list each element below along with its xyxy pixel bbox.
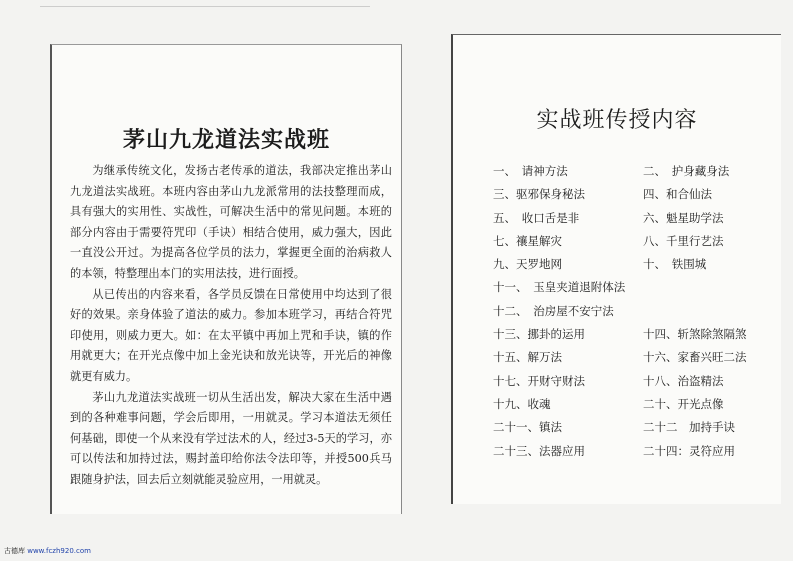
contents-item: 九、天罗地网 bbox=[493, 257, 562, 272]
paragraph-2: 从已传出的内容来看，各学员反馈在日常使用中均达到了很好的效果。亲身体验了道法的威力。参加本班学习，再结合符咒印使用，则威力更大。如：在太平镇中再加上咒和手诀，镇的作用就更大；在开光点像中加上金光诀和放光诀等，开光后的神像就更有威力。 bbox=[70, 287, 392, 383]
contents-item: 一、 请神方法 bbox=[493, 164, 568, 178]
contents-row bbox=[493, 163, 773, 186]
contents-item: 五、 收口舌是非 bbox=[493, 210, 580, 225]
contents-row bbox=[493, 443, 773, 466]
footer-site-name: 古德库 bbox=[4, 547, 25, 555]
contents-row bbox=[493, 256, 773, 279]
contents-list bbox=[493, 163, 773, 466]
contents-row bbox=[493, 326, 773, 349]
contents-item: 十六、家畜兴旺二法 bbox=[643, 350, 747, 365]
contents-item: 十九、收魂 bbox=[493, 396, 551, 411]
footer-url: www.fczh920.com bbox=[27, 547, 91, 555]
contents-item: 二十三、法器应用 bbox=[493, 443, 585, 458]
contents-item: 十四、斩煞除煞隔煞 bbox=[643, 327, 747, 342]
contents-row bbox=[493, 396, 773, 419]
contents-row bbox=[493, 210, 773, 233]
contents-row bbox=[493, 186, 773, 209]
contents-item: 二十四：灵符应用 bbox=[643, 443, 735, 458]
paragraph-3: 茅山九龙道法实战班一切从生活出发，解决大家在生活中遇到的各种难事问题，学会后即用，一用就灵。学习本道法无须任何基础，即使一个从来没有学过法术的人，经过3-5天的学习，亦可以传法和加持过法，赐封盖印给你法令法印等，并授500兵马跟随身护法，回去后立刻就能灵验应用，一用就灵。 bbox=[70, 390, 392, 486]
contents-item: 二、 护身藏身法 bbox=[643, 164, 730, 178]
contents-item: 三、驱邪保身秘法 bbox=[493, 187, 585, 202]
contents-item: 十一、 玉皇夹道退附体法 bbox=[493, 280, 626, 295]
contents-item: 八、千里行艺法 bbox=[643, 233, 724, 248]
contents-row bbox=[493, 419, 773, 442]
contents-row bbox=[493, 279, 773, 302]
contents-item: 十七、开财守财法 bbox=[493, 373, 585, 388]
contents-item: 十八、治盗精法 bbox=[643, 373, 724, 388]
left-page-body bbox=[70, 161, 392, 491]
left-page-title: 茅山九龙道法实战班 bbox=[122, 127, 330, 153]
contents-row bbox=[493, 303, 773, 326]
contents-row bbox=[493, 233, 773, 256]
contents-item: 十五、解万法 bbox=[493, 350, 562, 365]
left-page bbox=[50, 44, 402, 514]
contents-item: 十二、 治房屋不安宁法 bbox=[493, 303, 614, 318]
scan-edge-line bbox=[40, 6, 370, 7]
contents-item: 四、和合仙法 bbox=[643, 187, 712, 202]
contents-item: 十、 铁围城 bbox=[643, 257, 707, 272]
contents-item: 七、禳星解灾 bbox=[493, 233, 562, 248]
contents-row bbox=[493, 349, 773, 372]
right-page-title: 实战班传授内容 bbox=[536, 108, 698, 133]
contents-row bbox=[493, 373, 773, 396]
footer-watermark bbox=[4, 546, 91, 556]
contents-item: 二十二 加持手诀 bbox=[643, 420, 735, 435]
contents-item: 六、魁星助学法 bbox=[643, 210, 724, 225]
contents-item: 十三、挪卦的运用 bbox=[493, 327, 585, 342]
contents-item: 二十、开光点像 bbox=[643, 396, 724, 411]
contents-item: 二十一、镇法 bbox=[493, 420, 562, 435]
paragraph-1: 为继承传统文化，发扬古老传承的道法，我部决定推出茅山九龙道法实战班。本班内容由茅山九龙派常用的法技整理而成，具有强大的实用性、实战性，可解决生活中的常见问题。本班的部分内容由于需要符咒印（手诀）相结合使用，威力强大，因此一直没公开过。为提高各位学员的法力，掌握更全面的治病救人的本领，特整理出本门的实用法技，进行面授。 bbox=[70, 164, 392, 280]
right-page bbox=[451, 34, 781, 504]
